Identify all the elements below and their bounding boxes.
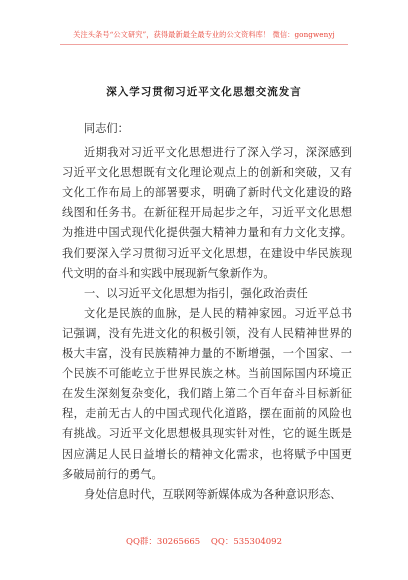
salutation: 同志们： <box>84 122 129 135</box>
document-body <box>62 117 352 505</box>
footer-contact <box>0 535 408 547</box>
document-title: 深入学习贯彻习近平文化思想交流发言 <box>106 86 302 98</box>
header-banner: 关注头条号“公文研究”，获得最新最全最专业的公文资料库！ 微信：gongwenyj <box>73 30 335 39</box>
footer-qq-group: QQ群：30265665 <box>125 537 201 547</box>
header-divider <box>60 44 348 45</box>
section-heading: 一、以习近平文化思想为指引，强化政治责任 <box>84 286 308 300</box>
paragraph: 文化是民族的血脉，是人民的精神家园。习近平总书记强调，没有先进文化的积极引领，没有人民精神世界的极大丰富，没有民族精神力量的不断增强，一个国家、一个民族不可能屹立于世界民族之林。当前国际国内环境正在发生深刻复杂变化，我们踏上第二个百年奋斗目标新征程，走前无古人的中国式现代化道路，摆在面前的风险也有挑战。习近平文化思想极具现实针对性，它的诞生既是因应满足人民日益增长的精神文化需求，也将赋予中国更多破局前行的勇气。 <box>62 306 352 481</box>
paragraph: 身处信息时代，互联网等新媒体成为各种意识形态、 <box>84 487 342 501</box>
footer-qq: QQ：535304092 <box>210 537 282 547</box>
paragraph: 近期我对习近平文化思想进行了深入学习，深深感到习近平文化思想既有文化理论观点上的创新和突破，又有文化工作布局上的部署要求，明确了新时代文化建设的路线图和任务书。在新征程开局起步之年，习近平文化思想为推进中国式现代化提供强大精神力量和有力文化支撑。我们要深入学习贯彻习近平文化思想，在建设中华民族现代文明的奋斗和实践中展现新气象新作为。 <box>62 146 352 280</box>
